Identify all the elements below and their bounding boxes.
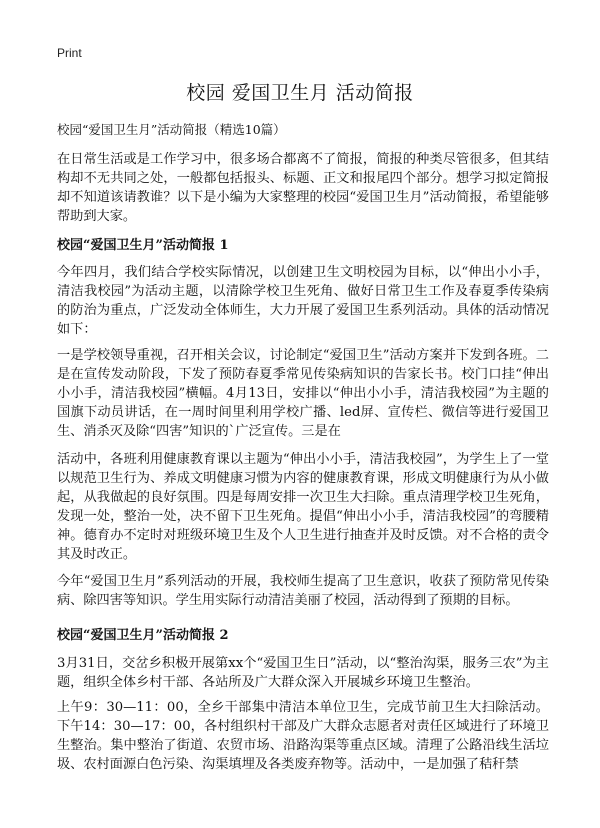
section-2-heading: 校园“爱国卫生月”活动简报 2 — [57, 628, 229, 643]
section-1-paragraph-1: 今年四月，我们结合学校实际情况，以创建卫生文明校园为目标，以“伸出小小手，清洁我校园”为活动主题，以清除学校卫生死角、做好日常卫生工作及春夏季传染病的防治为重点，广泛发动全体师生，大力开展了爱国卫生系列活动。具体的活动情况如下： — [57, 265, 549, 337]
print-link[interactable]: Print — [57, 46, 82, 60]
section-2-paragraph-1: 3月31日，交岔乡积极开展第xx个“爱国卫生日”活动，以“整治沟渠，服务三农”为主题，组织全体乡村干部、各站所及广大群众深入开展城乡环境卫生整治。 — [57, 656, 549, 690]
document-subtitle: 校园“爱国卫生月”活动简报（精选10篇） — [57, 122, 286, 137]
section-1-paragraph-4: 今年“爱国卫生月”系列活动的开展，我校师生提高了卫生意识，收获了预防常见传染病、除四害等知识。学生用实际行动清洁美丽了校园，活动得到了预期的目标。 — [57, 574, 549, 608]
section-1-paragraph-2: 一是学校领导重视，召开相关会议，讨论制定“爱国卫生”活动方案并下发到各班。二是在宣传发动阶段，下发了预防春夏季常见传染病知识的告家长书。校门口挂“伸出小小手，清洁我校园”横幅。4月13日，安排以“伸出小小手，清洁我校园”为主题的国旗下动员讲话，在一周时间里利用学校广播、led屏、宣传栏、微信等进行爱国卫生、消杀灭及除“四害”知识的`广泛宣传。三是在 — [57, 348, 549, 439]
intro-paragraph: 在日常生活或是工作学习中，很多场合都离不了简报，简报的种类尽管很多，但其结构却不无共同之处，一般都包括报头、标题、正文和报尾四个部分。想学习拟定简报却不知道该请教谁？以下是小编为大家整理的校园“爱国卫生月”活动简报，希望能够帮助到大家。 — [57, 152, 549, 224]
section-1-heading: 校园“爱国卫生月”活动简报 1 — [57, 238, 229, 253]
section-2-paragraph-2: 上午9：30—11：00，全乡干部集中清洁本单位卫生，完成节前卫生大扫除活动。下午14：30—17：00，各村组织村干部及广大群众志愿者对责任区域进行了环境卫生整治。集中整治了街道、农贸市场、沿路沟渠等重点区域。清理了公路沿线生活垃圾、农村面源白色污染、沟渠填埋及各类废弃物等。活动中，一是加强了秸秆禁 — [57, 700, 549, 772]
document-title: 校园 爱国卫生月 活动简报 — [186, 82, 414, 104]
section-1-paragraph-3: 活动中，各班利用健康教育课以主题为“伸出小小手，清洁我校园”，为学生上了一堂以规范卫生行为、养成文明健康习惯为内容的健康教育课，形成文明健康行为从小做起，从我做起的良好氛围。四是每周安排一次卫生大扫除。重点清理学校卫生死角，发现一处，整治一处，决不留下卫生死角。提倡“伸出小小手，清洁我校园”的弯腰精神。德育办不定时对班级环境卫生及个人卫生进行抽查并及时反馈。对不合格的责令其及时改正。 — [57, 452, 549, 562]
